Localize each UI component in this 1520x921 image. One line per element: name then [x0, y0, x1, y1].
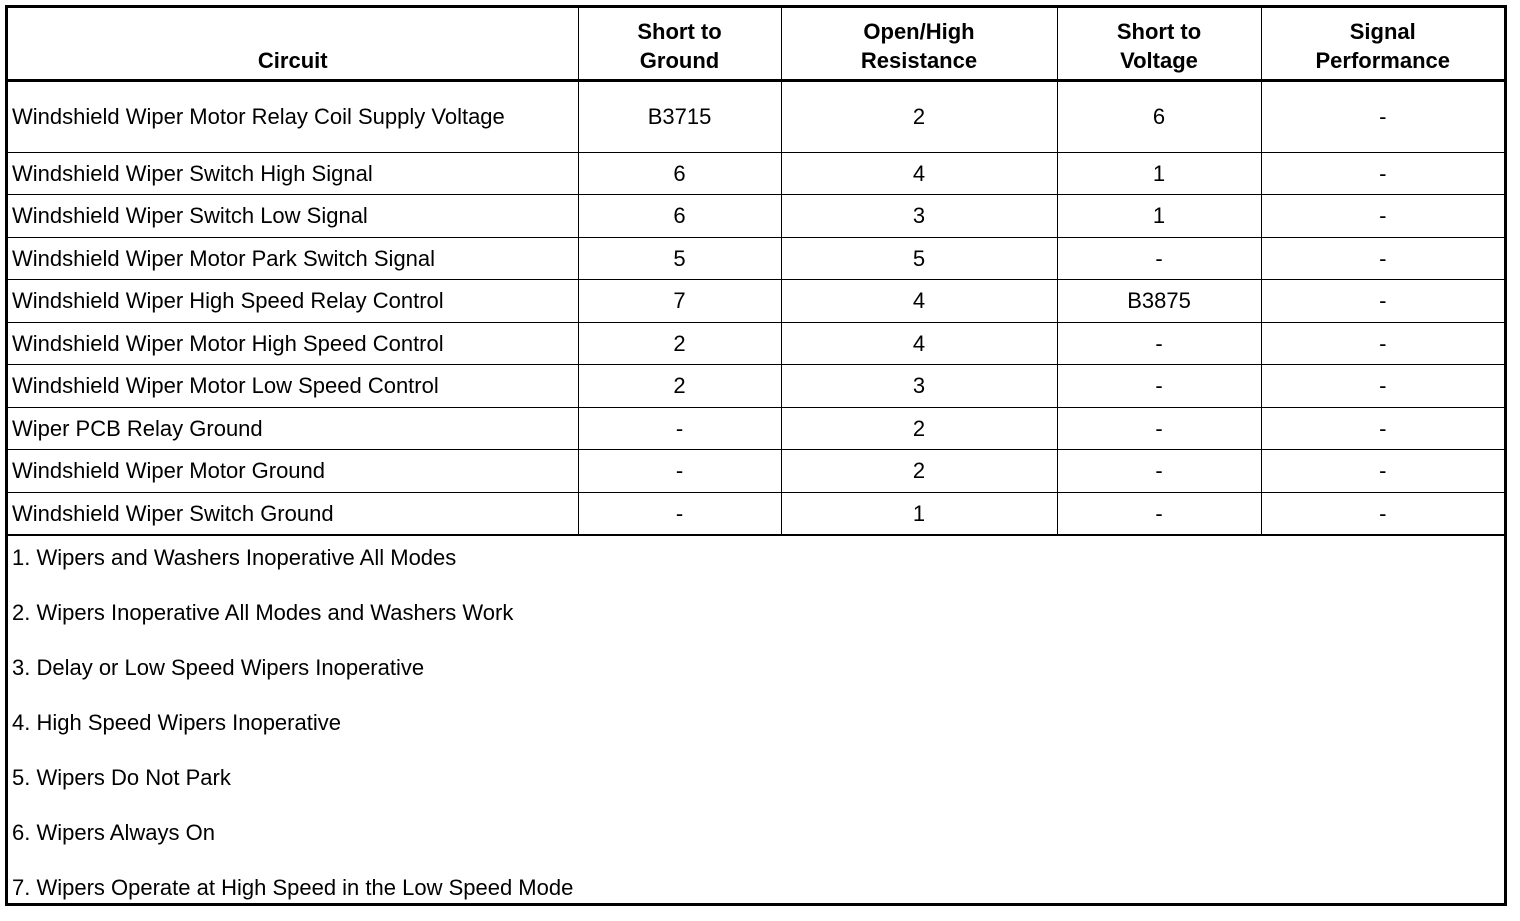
header-open-high-resistance — [781, 8, 1057, 80]
cell-short-to-voltage: - — [1057, 492, 1261, 535]
cell-short-to-ground: 2 — [578, 322, 781, 365]
table-row — [8, 80, 1504, 152]
cell-circuit: Windshield Wiper Switch High Signal — [8, 152, 578, 195]
cell-open-high-resistance: 3 — [781, 195, 1057, 238]
table-row — [8, 407, 1504, 450]
cell-short-to-voltage: - — [1057, 450, 1261, 493]
circuit-fault-table — [8, 8, 1504, 535]
cell-open-high-resistance: 2 — [781, 80, 1057, 152]
header-short-to-voltage-line1: Short to — [1116, 18, 1202, 44]
note-item: 2. Wipers Inoperative All Modes and Washers Work — [12, 600, 514, 625]
cell-short-to-ground: - — [578, 492, 781, 535]
cell-short-to-ground: 2 — [578, 365, 781, 408]
cell-short-to-ground: 7 — [578, 280, 781, 323]
note-item: 3. Delay or Low Speed Wipers Inoperative — [12, 655, 425, 680]
header-short-to-ground-line1: Short to — [637, 18, 722, 44]
table-row — [8, 365, 1504, 408]
cell-open-high-resistance: 4 — [781, 322, 1057, 365]
table-row — [8, 152, 1504, 195]
cell-signal-performance: - — [1261, 237, 1504, 280]
header-signal-performance-line1: Signal — [1349, 18, 1416, 44]
cell-open-high-resistance: 4 — [781, 280, 1057, 323]
cell-circuit: Windshield Wiper High Speed Relay Control — [8, 280, 578, 323]
cell-signal-performance: - — [1261, 195, 1504, 238]
header-short-to-ground-line2: Ground — [639, 47, 720, 73]
header-short-to-voltage — [1057, 8, 1261, 80]
table-row — [8, 322, 1504, 365]
cell-short-to-voltage: - — [1057, 322, 1261, 365]
cell-short-to-voltage: B3875 — [1057, 280, 1261, 323]
cell-short-to-ground: - — [578, 407, 781, 450]
cell-signal-performance: - — [1261, 80, 1504, 152]
cell-circuit: Windshield Wiper Motor Park Switch Signal — [8, 237, 578, 280]
cell-signal-performance: - — [1261, 152, 1504, 195]
note-item: 1. Wipers and Washers Inoperative All Modes — [12, 545, 457, 570]
cell-short-to-ground: 6 — [578, 195, 781, 238]
symptom-notes — [8, 535, 1504, 921]
cell-signal-performance: - — [1261, 322, 1504, 365]
note-item: 5. Wipers Do Not Park — [12, 765, 231, 790]
cell-circuit: Windshield Wiper Motor Low Speed Control — [8, 365, 578, 408]
cell-short-to-voltage: - — [1057, 237, 1261, 280]
cell-open-high-resistance: 4 — [781, 152, 1057, 195]
header-signal-performance — [1261, 8, 1504, 80]
note-item: 6. Wipers Always On — [12, 820, 215, 845]
cell-open-high-resistance: 2 — [781, 450, 1057, 493]
table-row — [8, 450, 1504, 493]
cell-circuit: Windshield Wiper Motor High Speed Control — [8, 322, 578, 365]
cell-short-to-voltage: 1 — [1057, 195, 1261, 238]
cell-short-to-ground: - — [578, 450, 781, 493]
cell-short-to-voltage: - — [1057, 365, 1261, 408]
header-short-to-ground — [578, 8, 781, 80]
cell-circuit: Windshield Wiper Motor Relay Coil Supply Voltage — [8, 80, 578, 152]
cell-short-to-ground: 5 — [578, 237, 781, 280]
cell-open-high-resistance: 3 — [781, 365, 1057, 408]
header-circuit: Circuit — [8, 8, 578, 80]
cell-signal-performance: - — [1261, 492, 1504, 535]
cell-short-to-voltage: 1 — [1057, 152, 1261, 195]
cell-short-to-voltage: - — [1057, 407, 1261, 450]
cell-signal-performance: - — [1261, 365, 1504, 408]
cell-short-to-voltage: 6 — [1057, 80, 1261, 152]
cell-signal-performance: - — [1261, 450, 1504, 493]
cell-circuit: Windshield Wiper Switch Low Signal — [8, 195, 578, 238]
cell-short-to-ground: 6 — [578, 152, 781, 195]
cell-signal-performance: - — [1261, 280, 1504, 323]
cell-short-to-ground: B3715 — [578, 80, 781, 152]
cell-signal-performance: - — [1261, 407, 1504, 450]
table-header-row — [8, 8, 1504, 80]
table-row — [8, 237, 1504, 280]
table-row — [8, 195, 1504, 238]
note-item: 4. High Speed Wipers Inoperative — [12, 710, 341, 735]
cell-open-high-resistance: 2 — [781, 407, 1057, 450]
header-short-to-voltage-line2: Voltage — [1120, 47, 1198, 73]
diagnostic-table-sheet — [5, 5, 1507, 906]
cell-circuit: Wiper PCB Relay Ground — [8, 407, 578, 450]
cell-circuit: Windshield Wiper Switch Ground — [8, 492, 578, 535]
header-signal-performance-line2: Performance — [1315, 47, 1450, 73]
table-row — [8, 280, 1504, 323]
cell-open-high-resistance: 1 — [781, 492, 1057, 535]
table-row — [8, 492, 1504, 535]
note-item: 7. Wipers Operate at High Speed in the Low Speed Mode — [12, 875, 574, 900]
cell-open-high-resistance: 5 — [781, 237, 1057, 280]
cell-circuit: Windshield Wiper Motor Ground — [8, 450, 578, 493]
header-open-high-resistance-line2: Resistance — [860, 47, 978, 73]
header-open-high-resistance-line1: Open/High — [863, 18, 975, 44]
